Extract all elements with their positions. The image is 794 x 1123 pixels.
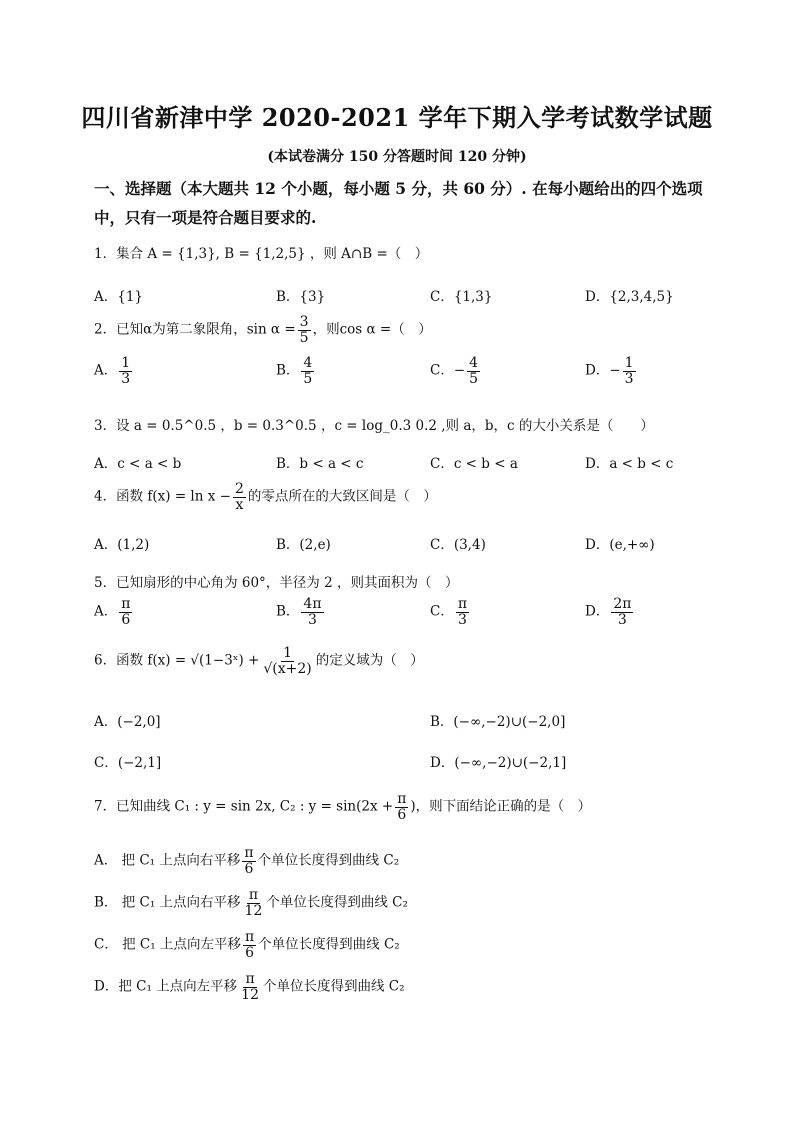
question-5-stem: 5．已知扇形的中心角为 60°，半径为 2 ，则其面积为（ ） bbox=[94, 575, 459, 591]
question-1-stem: 1．集合 A = {1,3}, B = {1,2,5} ，则 A∩B =（ ） bbox=[94, 246, 429, 262]
q3-option-b: B．b < a < c bbox=[276, 456, 364, 472]
q7-fraction: $\frac{\pi}{6}$ bbox=[397, 791, 407, 823]
q5-option-a: A． $\frac{\pi}{6}$ bbox=[94, 596, 131, 628]
section-heading-line1: 一、选择题（本大题共 12 个小题，每小题 5 分，共 60 分）. 在每小题给出的四个选项 bbox=[94, 179, 703, 198]
section-heading-line2: 中，只有一项是符合题目要求的. bbox=[94, 208, 317, 227]
q1-option-b: B．{3} bbox=[276, 289, 326, 305]
q2-fraction: $\frac{3}{5}$ bbox=[299, 314, 309, 346]
q6-fraction: $\frac{1}{√(x+2)}$ bbox=[263, 645, 312, 677]
q4-option-d: D．(e,+∞) bbox=[585, 537, 655, 553]
q6-option-b: B．(−∞,−2)∪(−2,0] bbox=[430, 714, 566, 730]
q4-option-a: A．(1,2) bbox=[94, 537, 150, 553]
q4-fraction: $\frac{2}{x}$ bbox=[234, 481, 244, 513]
q2-option-b: B． $\frac{4}{5}$ bbox=[276, 355, 313, 387]
q6-option-c: C．(−2,1] bbox=[94, 755, 162, 771]
q2-option-c: C．− $\frac{4}{5}$ bbox=[430, 355, 479, 387]
q4-option-c: C．(3,4) bbox=[430, 537, 486, 553]
question-3-stem: 3．设 a = 0.5^0.5 ，b = 0.3^0.5 ，c = log_0.3 0.2 ,则 a，b，c 的大小关系是（ ） bbox=[94, 418, 654, 434]
page-title: 四川省新津中学 2020-2021 学年下期入学考试数学试题 bbox=[81, 103, 713, 132]
q5-option-c: C． $\frac{\pi}{3}$ bbox=[430, 596, 468, 628]
q2-option-d: D．− $\frac{1}{3}$ bbox=[585, 355, 634, 387]
question-7-stem: 7．已知曲线 C₁ : y = sin 2x, C₂ : y = sin(2x + $\frac{\pi}{6}$ )，则下面结论正确的是（ ） bbox=[94, 791, 592, 823]
q7-option-a: A． 把 C₁ 上点向右平移 $\frac{\pi}{6}$ 个单位长度得到曲线 C₂ bbox=[94, 845, 400, 877]
q5-option-b: B． $\frac{4\pi}{3}$ bbox=[276, 596, 322, 628]
question-6-stem: 6．函数 f(x) = √(1−3ˣ) + $\frac{1}{√(x+2)}$ 的定义域为（ ） bbox=[94, 645, 424, 677]
q2-stem-post: ，则cos α =（ ） bbox=[312, 321, 432, 338]
q1-option-d: D．{2,3,4,5} bbox=[585, 289, 674, 305]
q1-option-a: A．{1} bbox=[94, 289, 144, 305]
q3-option-d: D．a < b < c bbox=[585, 456, 674, 472]
q5-option-d: D． $\frac{2\pi}{3}$ bbox=[585, 596, 632, 628]
q3-option-c: C．c < b < a bbox=[430, 456, 518, 472]
q7-option-c: C． 把 C₁ 上点向左平移 $\frac{\pi}{6}$ 个单位长度得到曲线 C₂ bbox=[94, 929, 400, 961]
q6-option-a: A．(−2,0] bbox=[94, 714, 161, 730]
q2-option-a: A． $\frac{1}{3}$ bbox=[94, 355, 131, 387]
q2-stem-pre: 2．已知α为第二象限角，sin α = bbox=[94, 321, 296, 338]
page-subtitle: (本试卷满分 150 分答题时间 120 分钟) bbox=[267, 149, 527, 165]
q6-option-d: D．(−∞,−2)∪(−2,1] bbox=[430, 755, 567, 771]
q1-option-c: C．{1,3} bbox=[430, 289, 493, 305]
question-2-stem bbox=[94, 315, 432, 345]
q7-option-d: D．把 C₁ 上点向左平移 $\frac{\pi}{12}$ 个单位长度得到曲线 C₂ bbox=[94, 971, 405, 1003]
q4-option-b: B．(2,e) bbox=[276, 537, 331, 553]
question-4-stem: 4．函数 f(x) = ln x − $\frac{2}{x}$ 的零点所在的大致区间是（ ） bbox=[94, 481, 437, 513]
q7-option-b: B． 把 C₁ 上点向右平移 $\frac{\pi}{12}$ 个单位长度得到曲线 C₂ bbox=[94, 887, 408, 919]
q3-option-a: A．c < a < b bbox=[94, 456, 182, 472]
